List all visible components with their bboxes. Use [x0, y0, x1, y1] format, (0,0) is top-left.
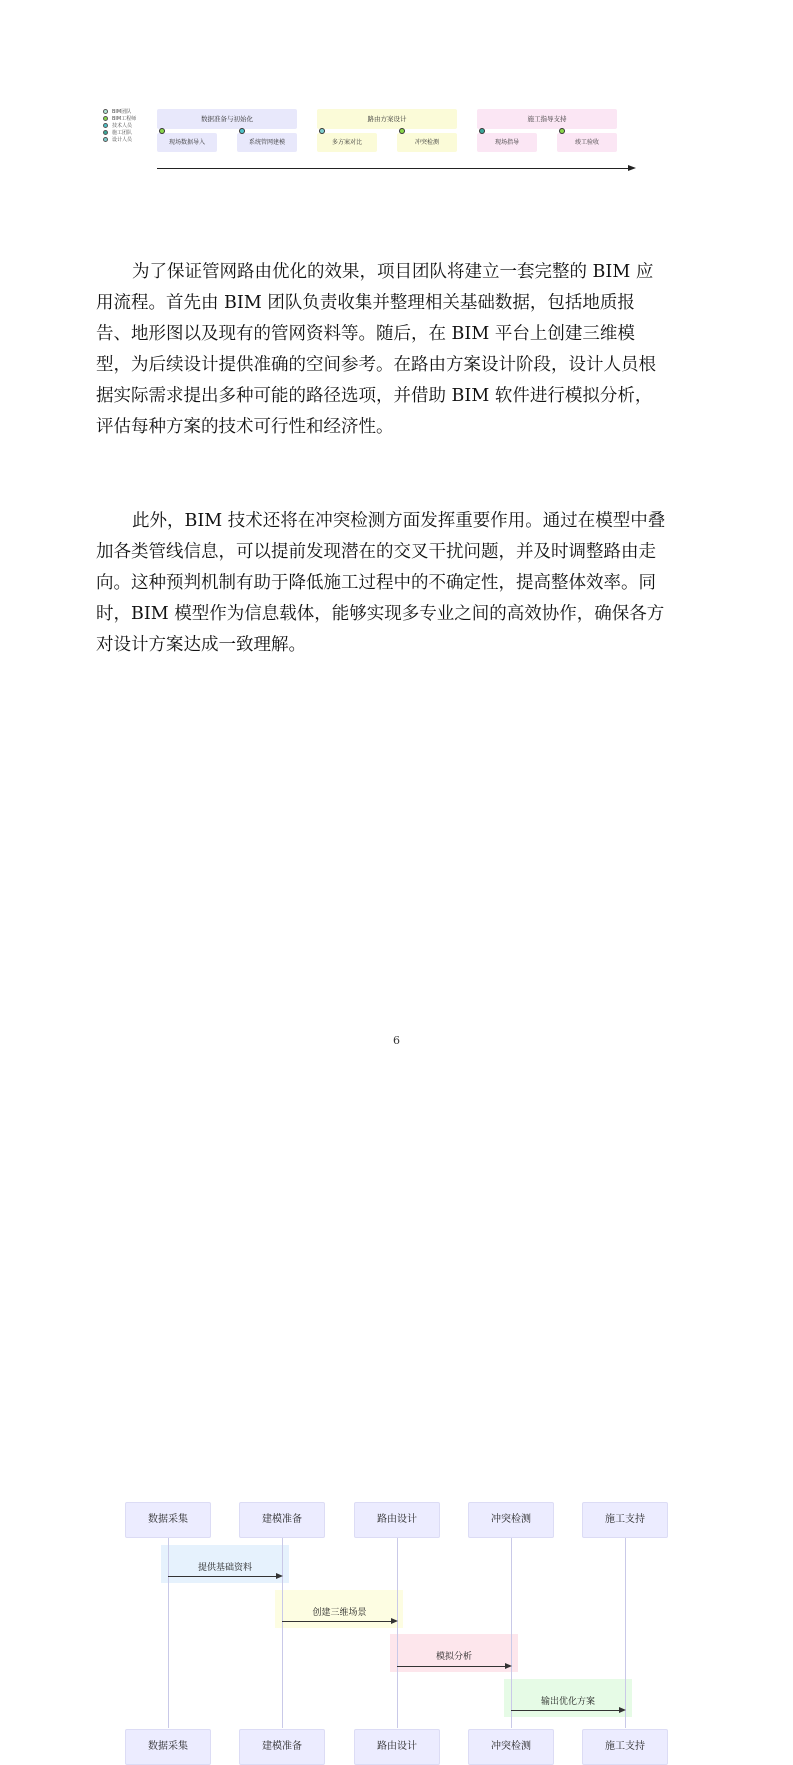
text-line: 告、地形图以及现有的管网资料等。随后，在 BIM 平台上创建三维模 [96, 324, 635, 344]
arrow-head-icon [391, 1618, 398, 1624]
message-arrow [511, 1710, 619, 1711]
milestone-marker [159, 128, 165, 134]
legend-label: 技术人员 [112, 123, 133, 129]
legend-dot-icon [103, 137, 108, 142]
timeline-axis [157, 168, 630, 169]
text-line: 为了保证管网路由优化的效果，项目团队将建立一套完整的 BIM 应 [132, 262, 654, 282]
text-line: 向。这种预判机制有助于降低施工过程中的不确定性，提高整体效率。同 [96, 573, 656, 593]
text-line: 时，BIM 模型作为信息载体，能够实现多专业之间的高效协作，确保各方 [96, 604, 665, 624]
legend-label: BIM工程师 [112, 116, 137, 122]
legend-dot-icon [103, 116, 108, 121]
milestone-marker [319, 128, 325, 134]
legend-item [103, 123, 132, 130]
legend-dot-icon [103, 109, 108, 114]
message-label: 输出优化方案 [540, 1697, 595, 1707]
legend-label: BIM团队 [112, 109, 132, 115]
timeline-phase: 数据准备与初始化 [157, 109, 297, 129]
legend-label: 设计人员 [112, 137, 133, 143]
actor-box: 建模准备 [239, 1729, 325, 1765]
actor-box: 冲突检测 [468, 1502, 554, 1538]
lifeline [625, 1538, 626, 1728]
actor-box: 施工支持 [582, 1502, 668, 1538]
actor-box: 施工支持 [582, 1729, 668, 1765]
actor-box: 路由设计 [354, 1729, 440, 1765]
legend-dot-icon [103, 130, 108, 135]
page-number: 6 [393, 1034, 400, 1047]
message-arrow [397, 1666, 505, 1667]
timeline-task: 多方案对比 [317, 133, 377, 152]
milestone-marker [239, 128, 245, 134]
milestone-marker [559, 128, 565, 134]
milestone-marker [399, 128, 405, 134]
arrow-head-icon [619, 1707, 626, 1713]
actor-box: 路由设计 [354, 1502, 440, 1538]
paragraph [96, 506, 700, 661]
message-label: 提供基础资料 [197, 1563, 252, 1573]
legend-item [103, 130, 132, 137]
arrow-head-icon [505, 1663, 512, 1669]
message-label: 创建三维场景 [312, 1608, 367, 1618]
actor-box: 冲突检测 [468, 1729, 554, 1765]
sequence-diagram [0, 740, 793, 1752]
timeline-task: 现场数据导入 [157, 133, 217, 152]
legend-label: 施工团队 [112, 130, 133, 136]
timeline-task: 竣工验收 [557, 133, 617, 152]
lifeline [397, 1538, 398, 1728]
actor-box: 建模准备 [239, 1502, 325, 1538]
message-arrow [282, 1621, 391, 1622]
paragraph [96, 257, 700, 443]
timeline-phase: 施工指导支持 [477, 109, 617, 129]
text-line: 用流程。首先由 BIM 团队负责收集并整理相关基础数据，包括地质报 [96, 293, 635, 313]
text-line: 对设计方案达成一致理解。 [96, 635, 306, 655]
arrow-head-icon [276, 1573, 283, 1579]
timeline-task: 冲突检测 [397, 133, 457, 152]
message-arrow [168, 1576, 276, 1577]
text-line: 此外，BIM 技术还将在冲突检测方面发挥重要作用。通过在模型中叠 [132, 511, 666, 531]
text-line: 评估每种方案的技术可行性和经济性。 [96, 417, 394, 437]
text-line: 加各类管线信息，可以提前发现潜在的交叉干扰问题，并及时调整路由走 [96, 542, 656, 562]
legend-item [103, 116, 136, 123]
legend-dot-icon [103, 123, 108, 128]
message-label: 模拟分析 [435, 1652, 472, 1662]
legend-item [103, 109, 131, 116]
milestone-marker [479, 128, 485, 134]
timeline-task: 系统管网建模 [237, 133, 297, 152]
legend-item [103, 137, 132, 144]
lifeline [282, 1538, 283, 1728]
timeline-task: 现场指导 [477, 133, 537, 152]
arrow-head-icon [628, 165, 636, 171]
timeline-figure [0, 0, 793, 190]
text-line: 型，为后续设计提供准确的空间参考。在路由方案设计阶段，设计人员根 [96, 355, 656, 375]
actor-box: 数据采集 [125, 1502, 211, 1538]
timeline-phase: 路由方案设计 [317, 109, 457, 129]
actor-box: 数据采集 [125, 1729, 211, 1765]
text-line: 据实际需求提出多种可能的路径选项，并借助 BIM 软件进行模拟分析， [96, 386, 653, 406]
